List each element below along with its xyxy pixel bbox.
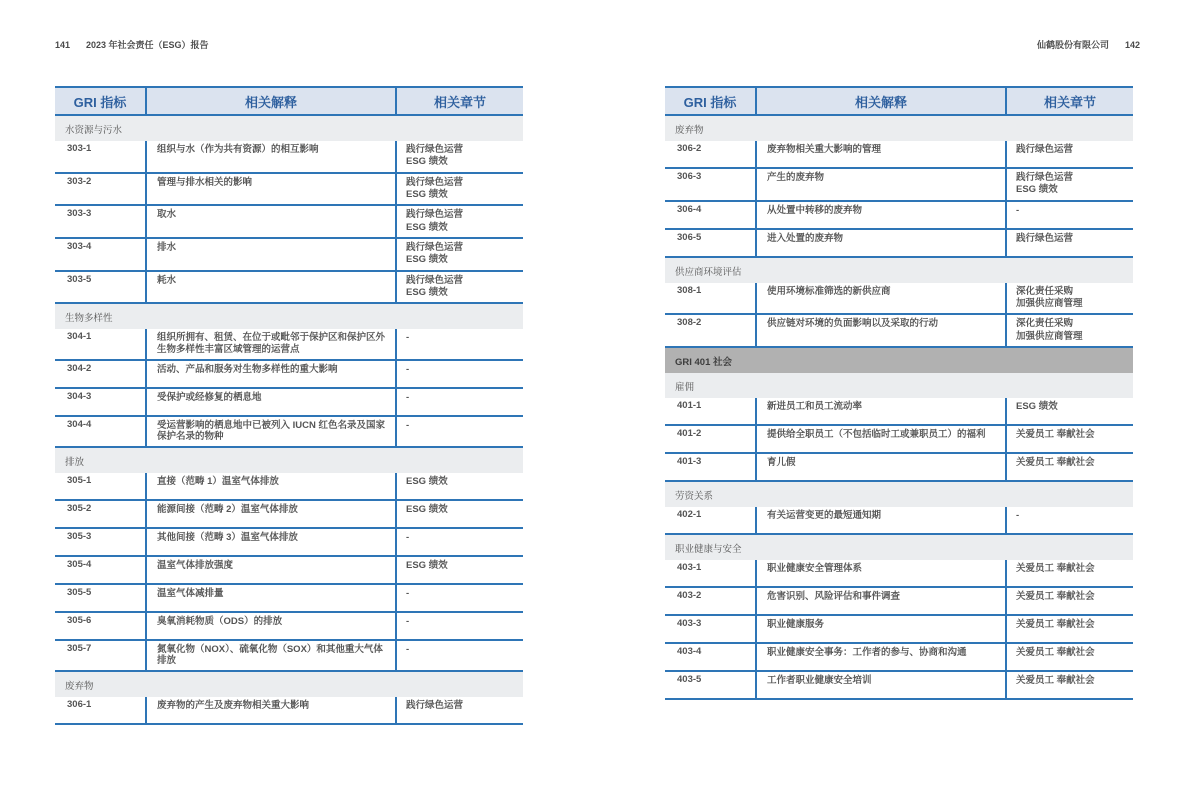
table-row — [55, 641, 523, 672]
table-row — [665, 169, 1133, 202]
chapter-line: 深化责任采购 — [1016, 318, 1074, 330]
chapter-cell — [1007, 230, 1133, 256]
chapter-cell — [1007, 315, 1133, 346]
gri-id-cell: 306-1 — [67, 698, 92, 710]
chapter-line: 关爱员工 奉献社会 — [1016, 591, 1095, 603]
section-row: 水资源与污水 — [55, 116, 523, 141]
gri-id-cell: 402-1 — [677, 509, 702, 521]
explanation-cell: 管理与排水相关的影响 — [145, 174, 397, 205]
chapter-line: ESG 绩效 — [406, 254, 448, 266]
chapter-line: 深化责任采购 — [1016, 285, 1074, 297]
explanation-cell: 职业健康安全管理体系 — [755, 560, 1007, 586]
chapter-line: 践行绿色运营 — [406, 176, 464, 188]
header-cell-explanation: 相关解释 — [145, 88, 397, 114]
chapter-cell — [1007, 588, 1133, 614]
table-row — [665, 616, 1133, 644]
chapter-line: ESG 绩效 — [406, 287, 448, 299]
explanation-cell: 组织所拥有、租赁、在位于或毗邻于保护区和保护区外生物多样性丰富区域管理的运营点 — [145, 329, 397, 358]
chapter-line: - — [406, 615, 410, 627]
gri-id-cell: 304-3 — [67, 390, 92, 402]
table-row — [665, 202, 1133, 230]
gri-id-cell: 303-4 — [67, 241, 92, 253]
page-header-right — [1037, 38, 1140, 51]
chapter-cell — [1007, 141, 1133, 167]
gri-id-cell: 304-4 — [67, 418, 92, 430]
table-header-row — [665, 86, 1133, 116]
chapter-line: 践行绿色运营 — [406, 144, 464, 155]
explanation-cell: 废弃物相关重大影响的管理 — [755, 141, 1007, 167]
gri-id-cell: 305-6 — [67, 614, 92, 626]
chapter-cell — [1007, 398, 1133, 424]
header-cell-gri: GRI 指标 — [73, 94, 127, 110]
gri-id-cell: 304-1 — [67, 331, 92, 343]
chapter-cell — [397, 529, 523, 555]
chapter-cell — [397, 272, 523, 303]
chapter-line: - — [406, 363, 410, 375]
explanation-cell: 进入处置的废弃物 — [755, 230, 1007, 256]
dark-section-row: GRI 401 社会 — [665, 348, 1133, 373]
explanation-cell: 组织与水（作为共有资源）的相互影响 — [145, 141, 397, 172]
chapter-cell — [397, 174, 523, 205]
section-row: 供应商环境评估 — [665, 258, 1133, 283]
chapter-cell — [1007, 202, 1133, 228]
gri-id-cell: 306-2 — [677, 143, 702, 154]
gri-id-cell: 305-3 — [67, 530, 92, 542]
chapter-cell — [1007, 672, 1133, 698]
header-cell-chapter: 相关章节 — [1043, 94, 1096, 110]
chapter-line: 践行绿色运营 — [1016, 144, 1074, 155]
chapter-line: ESG 绩效 — [1016, 184, 1058, 196]
chapter-line: 践行绿色运营 — [1016, 172, 1074, 183]
company-name: 仙鹤股份有限公司 — [1036, 40, 1109, 50]
table-row — [55, 329, 523, 360]
page-number-right: 142 — [1124, 40, 1140, 50]
chapter-cell — [397, 329, 523, 358]
chapter-cell — [1007, 507, 1133, 533]
explanation-cell: 排水 — [145, 239, 397, 270]
table-row — [55, 141, 523, 174]
chapter-line: 加强供应商管理 — [1016, 298, 1083, 310]
explanation-cell: 育儿假 — [755, 454, 1007, 480]
explanation-cell: 废弃物的产生及废弃物相关重大影响 — [145, 697, 397, 723]
table-row — [665, 230, 1133, 258]
chapter-line: - — [406, 643, 410, 655]
chapter-line: ESG 绩效 — [406, 475, 448, 487]
header-cell-gri: GRI 指标 — [683, 94, 737, 110]
explanation-cell: 危害识别、风险评估和事件调查 — [755, 588, 1007, 614]
gri-id-cell: 303-3 — [67, 208, 92, 220]
table-row — [55, 557, 523, 585]
gri-id-cell: 401-3 — [677, 456, 702, 468]
explanation-cell: 职业健康安全事务：工作者的参与、协商和沟通 — [755, 644, 1007, 670]
chapter-cell — [397, 557, 523, 583]
gri-id-cell: 308-1 — [677, 284, 702, 296]
table-row — [55, 585, 523, 613]
chapter-line: 关爱员工 奉献社会 — [1016, 647, 1095, 659]
chapter-line: ESG 绩效 — [406, 189, 448, 201]
chapter-cell — [397, 613, 523, 639]
gri-id-cell: 403-5 — [677, 674, 702, 686]
chapter-line: 践行绿色运营 — [406, 699, 464, 711]
gri-id-cell: 304-2 — [67, 362, 92, 374]
chapter-line: 加强供应商管理 — [1016, 330, 1083, 342]
gri-id-cell: 305-1 — [67, 474, 92, 486]
explanation-cell: 使用环境标准筛选的新供应商 — [755, 283, 1007, 314]
chapter-cell — [397, 417, 523, 446]
chapter-cell — [397, 501, 523, 527]
table-row — [55, 473, 523, 501]
section-row: 生物多样性 — [55, 304, 523, 329]
chapter-cell — [397, 389, 523, 415]
explanation-cell: 提供给全职员工（不包括临时工或兼职员工）的福利 — [755, 426, 1007, 452]
table-row — [665, 588, 1133, 616]
gri-id-cell: 306-4 — [677, 203, 702, 215]
chapter-line: - — [1016, 510, 1020, 522]
section-row: 职业健康与安全 — [665, 535, 1133, 560]
gri-id-cell: 403-1 — [677, 562, 702, 574]
chapter-line: ESG 绩效 — [406, 156, 448, 168]
explanation-cell: 新进员工和员工流动率 — [755, 398, 1007, 424]
report-title: 2023 年社会责任（ESG）报告 — [86, 40, 209, 50]
gri-id-cell: 403-3 — [677, 618, 702, 630]
explanation-cell: 直接（范畴 1）温室气体排放 — [145, 473, 397, 499]
chapter-line: ESG 绩效 — [406, 559, 448, 571]
chapter-line: 关爱员工 奉献社会 — [1016, 675, 1095, 687]
table-header-row — [55, 86, 523, 116]
page-header — [55, 38, 1140, 51]
gri-id-cell: 303-5 — [67, 273, 92, 285]
gri-id-cell: 401-1 — [677, 400, 702, 412]
gri-id-cell: 308-2 — [677, 317, 702, 329]
explanation-cell: 取水 — [145, 206, 397, 237]
chapter-cell — [397, 473, 523, 499]
table-row — [55, 613, 523, 641]
explanation-cell: 从处置中转移的废弃物 — [755, 202, 1007, 228]
table-row — [665, 560, 1133, 588]
explanation-cell: 供应链对环境的负面影响以及采取的行动 — [755, 315, 1007, 346]
chapter-cell — [397, 361, 523, 387]
chapter-cell — [1007, 454, 1133, 480]
table-row — [55, 529, 523, 557]
table-row — [665, 315, 1133, 348]
chapter-cell — [1007, 169, 1133, 200]
chapter-cell — [397, 697, 523, 723]
explanation-cell: 能源间接（范畴 2）温室气体排放 — [145, 501, 397, 527]
chapter-line: ESG 绩效 — [406, 503, 448, 515]
table-row — [55, 389, 523, 417]
table-row — [55, 501, 523, 529]
table-row — [55, 361, 523, 389]
section-row: 废弃物 — [55, 672, 523, 697]
page-header-left — [55, 38, 209, 51]
explanation-cell: 温室气体减排量 — [145, 585, 397, 611]
chapter-cell — [397, 585, 523, 611]
chapter-line: ESG 绩效 — [406, 221, 448, 233]
table-row — [665, 398, 1133, 426]
gri-id-cell: 403-4 — [677, 646, 702, 658]
chapter-line: - — [406, 391, 410, 403]
chapter-line: - — [406, 531, 410, 543]
chapter-cell — [1007, 616, 1133, 642]
gri-id-cell: 305-7 — [67, 642, 92, 654]
chapter-line: 践行绿色运营 — [406, 242, 464, 254]
table-row — [665, 644, 1133, 672]
table-row — [55, 239, 523, 272]
chapter-line: - — [406, 419, 410, 431]
chapter-cell — [397, 239, 523, 270]
section-row: 排放 — [55, 448, 523, 473]
section-row: 废弃物 — [665, 116, 1133, 141]
chapter-line: 关爱员工 奉献社会 — [1016, 619, 1095, 631]
chapter-line: - — [406, 587, 410, 599]
explanation-cell: 受运营影响的栖息地中已被列入 IUCN 红色名录及国家保护名录的物种 — [145, 417, 397, 446]
table-row — [55, 206, 523, 239]
section-row: 雇佣 — [665, 373, 1133, 398]
table-row — [665, 141, 1133, 169]
gri-table-left — [55, 86, 523, 725]
chapter-cell — [397, 641, 523, 670]
explanation-cell: 产生的废弃物 — [755, 169, 1007, 200]
section-row: 劳资关系 — [665, 482, 1133, 507]
gri-id-cell: 306-5 — [677, 231, 702, 243]
chapter-cell — [397, 206, 523, 237]
explanation-cell: 受保护或经修复的栖息地 — [145, 389, 397, 415]
gri-id-cell: 306-3 — [677, 171, 702, 182]
table-row — [55, 697, 523, 725]
chapter-cell — [1007, 426, 1133, 452]
explanation-cell: 活动、产品和服务对生物多样性的重大影响 — [145, 361, 397, 387]
explanation-cell: 工作者职业健康安全培训 — [755, 672, 1007, 698]
chapter-line: 关爱员工 奉献社会 — [1016, 457, 1095, 469]
chapter-line: - — [406, 332, 410, 344]
table-row — [665, 507, 1133, 535]
explanation-cell: 臭氧消耗物质（ODS）的排放 — [145, 613, 397, 639]
table-row — [665, 454, 1133, 482]
table-row — [665, 672, 1133, 700]
chapter-cell — [1007, 560, 1133, 586]
gri-id-cell: 305-4 — [67, 558, 92, 570]
chapter-cell — [397, 141, 523, 172]
table-row — [665, 283, 1133, 316]
explanation-cell: 温室气体排放强度 — [145, 557, 397, 583]
chapter-line: 践行绿色运营 — [1016, 232, 1074, 244]
explanation-cell: 职业健康服务 — [755, 616, 1007, 642]
table-row — [55, 174, 523, 207]
explanation-cell: 有关运营变更的最短通知期 — [755, 507, 1007, 533]
chapter-cell — [1007, 644, 1133, 670]
explanation-cell: 其他间接（范畴 3）温室气体排放 — [145, 529, 397, 555]
chapter-line: 践行绿色运营 — [406, 209, 464, 221]
gri-id-cell: 403-2 — [677, 590, 702, 602]
chapter-line: 关爱员工 奉献社会 — [1016, 429, 1095, 441]
gri-id-cell: 303-2 — [67, 175, 92, 187]
gri-id-cell: 305-5 — [67, 586, 92, 598]
chapter-line: 关爱员工 奉献社会 — [1016, 563, 1095, 575]
chapter-cell — [1007, 283, 1133, 314]
gri-table-right — [665, 86, 1133, 700]
gri-id-cell: 305-2 — [67, 502, 92, 514]
table-row — [665, 426, 1133, 454]
chapter-line: 践行绿色运营 — [406, 274, 464, 286]
explanation-cell: 氮氧化物（NOX）、硫氧化物（SOX）和其他重大气体排放 — [145, 641, 397, 670]
chapter-line: ESG 绩效 — [1016, 401, 1058, 413]
gri-id-cell: 401-2 — [677, 428, 702, 440]
explanation-cell: 耗水 — [145, 272, 397, 303]
table-row — [55, 272, 523, 305]
table-row — [55, 417, 523, 448]
chapter-line: - — [1016, 204, 1020, 216]
header-cell-explanation: 相关解释 — [755, 88, 1007, 114]
header-cell-chapter: 相关章节 — [433, 94, 486, 110]
page-number-left: 141 — [55, 40, 71, 50]
gri-id-cell: 303-1 — [67, 143, 92, 154]
